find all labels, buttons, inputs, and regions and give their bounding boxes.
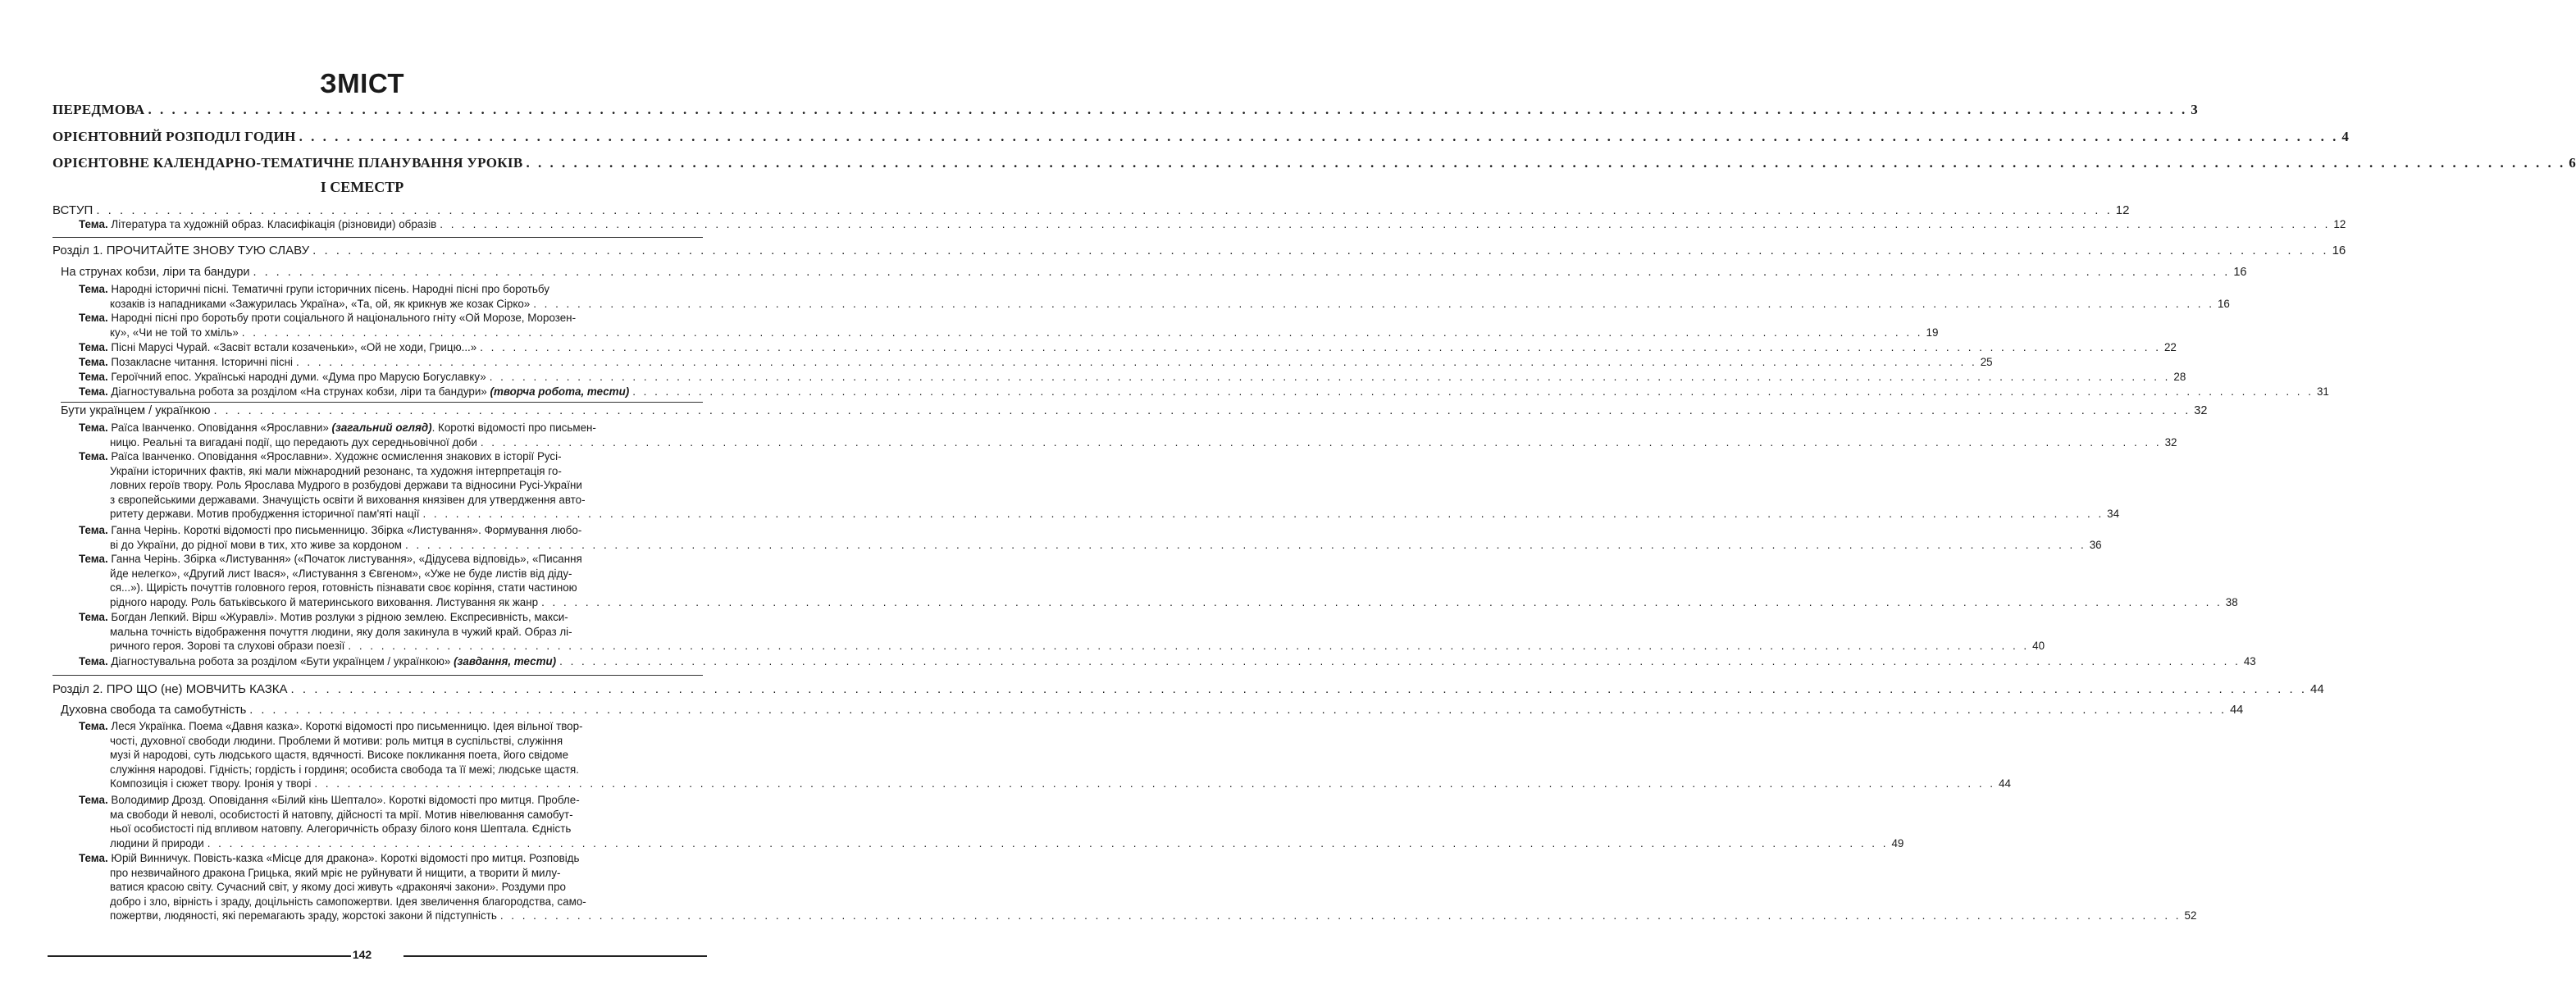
topic-text: йде нелегко», «Другий лист Івася», «Листування з Євгеном», «Уже не буде листів від діду-	[110, 567, 572, 580]
divider	[52, 675, 703, 676]
topic-text: Діагностувальна робота за розділом «На струнах кобзи, ліри та бандури»	[111, 385, 487, 398]
topic-text: Ганна Черінь. Збірка «Листування» («Початок листування», «Дідусева відповідь», «Писання	[111, 553, 582, 565]
toc-page-number: 32	[2194, 404, 2208, 417]
topic-text: Діагностувальна робота за розділом «Бути українцем / українкою»	[111, 655, 451, 667]
topic-prefix: Тема.	[79, 356, 108, 368]
toc-page-number: 43	[2243, 655, 2256, 667]
semester-heading: І СЕМЕСТР	[320, 179, 404, 195]
topic-text: Ганна Черінь. Короткі відомості про письменницю. Збірка «Листування». Формування любо-	[111, 524, 582, 536]
leader-dots	[533, 297, 2214, 312]
leader-dots	[422, 507, 2104, 522]
leader-dots	[312, 244, 2328, 257]
leader-dots	[490, 370, 2171, 385]
topic-text: мальна точність відображення почуття людини, яку доля закинула в чужий край. Образ лі-	[110, 625, 572, 638]
topic-text: ницю. Реальні та вигадані події, що передають дух середньовічної доби	[110, 435, 477, 449]
topic-prefix: Тема.	[79, 794, 108, 806]
leader-dots	[96, 203, 2112, 217]
toc-page-number: 16	[2332, 244, 2346, 257]
toc-page-number: 19	[1926, 326, 1939, 339]
topic-prefix: Тема.	[79, 312, 108, 324]
topic-text: Народні історичні пісні. Тематичні групи історичних пісень. Народні пісні про боротьбу	[111, 283, 549, 295]
topic-prefix: Тема.	[79, 720, 108, 732]
leader-dots	[296, 355, 1977, 370]
toc-page-number: 40	[2032, 640, 2045, 653]
leader-dots	[253, 266, 2231, 279]
toc-topic[interactable]	[79, 370, 2186, 385]
leader-dots	[480, 340, 2161, 355]
leader-dots	[559, 654, 2241, 669]
topic-prefix: Тема.	[79, 655, 108, 667]
toc-topic[interactable]	[79, 311, 1939, 339]
topic-prefix: Тема.	[79, 218, 108, 230]
leader-dots	[632, 385, 2314, 399]
topic-text: ма свободи й неволі, особистості й натовпу, дійсності та мрії. Мотив нівелювання самобут-	[110, 808, 573, 821]
leader-dots	[526, 155, 2565, 171]
leader-dots	[148, 102, 2188, 118]
toc-page-number: 52	[2184, 909, 2197, 922]
toc-topic[interactable]	[79, 421, 2177, 449]
leader-dots	[348, 639, 2029, 654]
topic-text: Богдан Лепкий. Вірш «Журавлі». Мотив розлуки з рідною землею. Експресивність, макси-	[111, 611, 568, 623]
topic-text: Позакласне читання. Історичні пісні	[111, 356, 293, 368]
toc-page-number: 25	[1980, 356, 1993, 368]
toc-topic[interactable]	[79, 851, 2197, 923]
toc-entry-label: Розділ 2. ПРО ЩО (не) МОВЧИТЬ КАЗКА	[52, 682, 288, 696]
topic-text: Література та художній образ. Класифікація (різновиди) образів	[111, 218, 437, 230]
topic-text: про незвичайного дракона Грицька, який мріє не руйнувати й нищити, а творити й милу-	[110, 866, 561, 879]
toc-page-number: 34	[2107, 508, 2120, 521]
leader-dots	[291, 682, 2307, 696]
toc-entry-section-2[interactable]	[52, 682, 2324, 696]
leader-dots	[405, 538, 2086, 553]
topic-text: з європейськими державами. Значущість освіти й виховання князівен для утвердження авто-	[110, 493, 586, 506]
toc-entry-label: Духовна свобода та самобутність	[61, 704, 247, 717]
toc-page-number: 22	[2163, 341, 2177, 353]
toc-topic[interactable]	[79, 523, 2102, 552]
topic-text: добро і зло, вірність і зраду, доцільність самопожертви. Ідея звеличення благородства, само-	[110, 895, 586, 908]
toc-topic[interactable]	[79, 719, 2011, 791]
toc-page-number: 36	[2089, 538, 2102, 551]
toc-topic-intro[interactable]	[79, 218, 2346, 230]
topic-text: Народні пісні про боротьбу проти соціального й національного гніту «Ой Морозе, Морозен-	[111, 312, 577, 324]
topic-text: Пісні Марусі Чурай. «Засвіт встали козаченьки», «Ой не ходи, Грицю...»	[111, 341, 477, 353]
leader-dots	[500, 909, 2182, 923]
topic-prefix: Тема.	[79, 611, 108, 623]
toc-topic[interactable]	[79, 385, 2329, 399]
page-number: 142	[352, 948, 372, 961]
toc-entry-foreword[interactable]	[52, 102, 2199, 118]
topic-text: музі й народові, суть людського щастя, вдячності. Високе покликання поета, його свідоме	[110, 749, 569, 762]
toc-page-number: 32	[2164, 435, 2177, 449]
leader-dots	[207, 836, 1889, 851]
toc-entry-intro[interactable]	[52, 203, 2130, 217]
topic-text: Володимир Дрозд. Оповідання «Білий кінь Шептало». Короткі відомості про митця. Пробле-	[111, 794, 580, 806]
topic-prefix: Тема.	[79, 450, 108, 462]
toc-page-number: 44	[1999, 777, 2011, 790]
leader-dots	[314, 777, 1995, 791]
toc-entry-subsection-freedom[interactable]	[61, 704, 2244, 717]
topic-text: ловних героїв твору. Роль Ярослава Мудрого в розбудові держави та відносини Русі-України	[110, 479, 582, 492]
toc-entry-hours[interactable]	[52, 129, 2350, 145]
leader-dots	[541, 595, 2223, 610]
topic-prefix: Тема.	[79, 421, 108, 434]
toc-entry-subsection-kobza[interactable]	[61, 266, 2247, 279]
toc-entry-label: На струнах кобзи, ліри та бандури	[61, 266, 250, 279]
toc-page-number: 3	[2191, 102, 2199, 117]
toc-topic[interactable]	[79, 449, 2120, 522]
topic-prefix: Тема.	[79, 524, 108, 536]
toc-topic[interactable]	[79, 282, 2230, 311]
toc-entry-label: ОРІЄНТОВНЕ КАЛЕНДАРНО-ТЕМАТИЧНЕ ПЛАНУВАННЯ УРОКІВ	[52, 155, 523, 171]
topic-text: Героїчний епос. Українські народні думи. «Дума про Марусю Богуславку»	[111, 371, 486, 383]
toc-topic[interactable]	[79, 355, 1993, 370]
toc-page-number: 31	[2316, 385, 2329, 398]
toc-page-number: 49	[1891, 836, 1904, 850]
topic-text: ватися красою світу. Сучасний світ, у якому досі живуть «драконячі закони». Роздуми про	[110, 881, 566, 894]
toc-entry-planning[interactable]	[52, 155, 2576, 171]
topic-text: рідного народу. Роль батьківського й материнського виховання. Листування як жанр	[110, 595, 539, 608]
toc-page-number: 28	[2173, 371, 2186, 383]
topic-prefix: Тема.	[79, 371, 108, 383]
divider	[61, 402, 703, 403]
toc-page-number: 38	[2225, 595, 2238, 608]
toc-entry-subsection-ukrainian[interactable]	[61, 404, 2208, 417]
topic-prefix: Тема.	[79, 341, 108, 353]
leader-dots	[242, 326, 1923, 340]
topic-note: (творча робота, тести)	[490, 385, 630, 398]
toc-entry-label: Розділ 1. ПРОЧИТАЙТЕ ЗНОВУ ТУЮ СЛАВУ	[52, 244, 310, 257]
topic-prefix: Тема.	[79, 553, 108, 565]
topic-text: ньої особистості під впливом натовпу. Алегоричність образу білого коня Шептала. Єдність	[110, 822, 572, 836]
toc-entry-label: Бути українцем / українкою	[61, 404, 211, 417]
topic-note: (загальний огляд)	[331, 421, 432, 434]
topic-prefix: Тема.	[79, 852, 108, 864]
toc-topic[interactable]	[79, 793, 1904, 850]
topic-text: козаків із нападниками «Зажурилась Україна», «Та, ой, як крикнув же козак Сірко»	[110, 297, 531, 310]
toc-topic[interactable]	[79, 340, 2177, 355]
topic-text: Юрій Винничук. Повість-казка «Місце для дракона». Короткі відомості про митця. Розповідь	[111, 852, 580, 864]
leader-dots	[440, 218, 2330, 230]
topic-text: служіння народові. Гідність; гордість і гординя; особиста свобода та її межі; людське щастя.	[110, 763, 579, 776]
toc-page-number: 12	[2115, 203, 2130, 217]
toc-page-number: 44	[2310, 682, 2324, 696]
footer-rule-right	[403, 955, 707, 957]
toc-entry-label: ОРІЄНТОВНИЙ РОЗПОДІЛ ГОДИН	[52, 129, 296, 144]
topic-text: Раїса Іванченко. Оповідання «Ярославни». Художнє осмислення знакових в історії Русі-	[111, 450, 562, 462]
toc-page-number: 16	[2217, 297, 2230, 310]
topic-text: людини й природи	[110, 836, 204, 850]
leader-dots	[249, 704, 2227, 717]
page-title: ЗМІСТ	[320, 68, 404, 98]
toc-page-number: 4	[2341, 129, 2350, 144]
topic-prefix: Тема.	[79, 283, 108, 295]
topic-note: (завдання, тести)	[454, 655, 557, 667]
topic-text: Раїса Іванченко. Оповідання «Ярославни»	[111, 421, 329, 434]
toc-topic[interactable]	[79, 552, 2238, 609]
topic-text: ся...»). Щирість почуттів головного героя, готовність пізнавати своє коріння, стати частиною	[110, 581, 577, 594]
toc-page-number: 16	[2233, 266, 2247, 279]
toc-entry-section-1[interactable]	[52, 244, 2346, 257]
topic-text: України історичних фактів, які мали міжнародний резонанс, та художня інтерпретація го-	[110, 464, 562, 477]
topic-text: чості, духовної свободи людини. Проблеми й мотиви: роль митця в суспільстві, служіння	[110, 734, 563, 747]
topic-prefix: Тема.	[79, 385, 108, 398]
toc-page-number: 6	[2569, 155, 2576, 171]
topic-text: пожертви, людяності, які перемагають зраду, жорстокі закони й підступність	[110, 909, 497, 922]
leader-dots	[213, 404, 2191, 417]
topic-text: Леся Українка. Поема «Давня казка». Короткі відомості про письменницю. Ідея вільної твор-	[111, 720, 583, 732]
leader-dots	[481, 435, 2162, 450]
toc-topic[interactable]	[79, 610, 2045, 654]
topic-text: . Короткі відомості про письмен-	[431, 421, 596, 434]
toc-entry-label: ВСТУП	[52, 203, 93, 217]
leader-dots	[299, 129, 2339, 145]
toc-topic[interactable]	[79, 654, 2256, 669]
topic-text: ричного героя. Зорові та слухові образи поезії	[110, 640, 345, 653]
toc-page-number: 44	[2230, 704, 2244, 717]
topic-text: ві до України, до рідної мови в тих, хто живе за кордоном	[110, 538, 403, 551]
topic-text: ку», «Чи не той то хміль»	[110, 326, 239, 339]
topic-text: ритету держави. Мотив пробудження історичної пам'яті нації	[110, 508, 420, 521]
divider	[52, 237, 703, 238]
toc-page-number: 12	[2333, 218, 2346, 230]
topic-text: Композиція і сюжет твору. Іронія у творі	[110, 777, 312, 790]
toc-entry-label: ПЕРЕДМОВА	[52, 102, 145, 117]
